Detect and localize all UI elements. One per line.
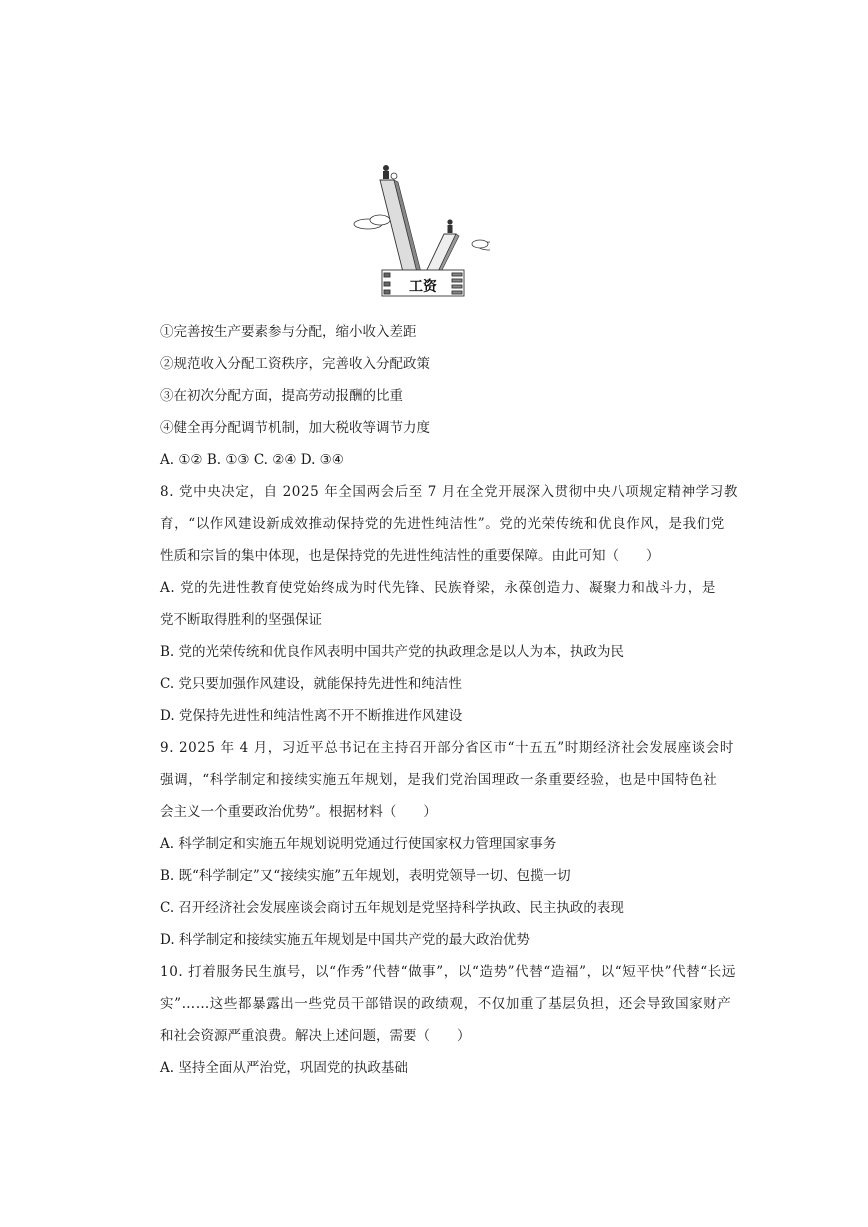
q9-stem-line-2: 强调，“科学制定和接续实施五年规划，是我们党治国理政一条重要经验，也是中国特色社 xyxy=(160,772,718,788)
q8-stem-line-2: 育，“以作风建设新成效推动保持党的先进性纯洁性”。党的光荣传统和优良作风，是我们党 xyxy=(160,516,725,532)
q9-stem-line-3: 会主义一个重要政治优势”。根据材料（ ） xyxy=(160,804,437,820)
q8-stem-line-3: 性质和宗旨的集中体现，也是保持党的先进性纯洁性的重要保障。由此可知（ ） xyxy=(160,548,660,564)
q10-stem-line-2: 实”……这些都暴露出一些党员干部错误的政绩观，不仅加重了基层负担，还会导致国家财产 xyxy=(160,996,732,1012)
option-3: ③在初次分配方面，提高劳动报酬的比重 xyxy=(160,388,403,404)
cloud-icon xyxy=(354,215,490,250)
q10-stem-line-1: 10. 打着服务民生旗号，以“作秀”代替“做事”，以“造势”代替“造福”，以“短平快”代替“长远 xyxy=(160,964,736,980)
q9-option-b: B. 既“科学制定”又“接续实施”五年规划，表明党领导一切、包揽一切 xyxy=(160,868,571,884)
q8-option-d: D. 党保持先进性和纯洁性离不开不断推进作风建设 xyxy=(160,708,463,724)
option-2: ②规范收入分配工资秩序，完善收入分配政策 xyxy=(160,356,430,372)
answer-choices: A. ①② B. ①③ C. ②④ D. ③④ xyxy=(160,452,344,468)
q9-option-a: A. 科学制定和实施五年规划说明党通过行使国家权力管理国家事务 xyxy=(160,836,557,852)
q8-stem-line-1: 8. 党中央决定，自 2025 年全国两会后至 7 月在全党开展深入贯彻中央八项规定精神学习教 xyxy=(160,484,738,500)
person-icon xyxy=(383,165,397,179)
q8-option-b: B. 党的光荣传统和优良作风表明中国共产党的执政理念是以人为本，执政为民 xyxy=(160,644,625,660)
q10-stem-line-3: 和社会资源严重浪费。解决上述问题，需要（ ） xyxy=(160,1028,471,1044)
option-1: ①完善按生产要素参与分配，缩小收入差距 xyxy=(160,324,417,340)
option-4: ④健全再分配调节机制，加大税收等调节力度 xyxy=(160,420,430,436)
q8-option-c: C. 党只要加强作风建设，就能保持先进性和纯洁性 xyxy=(160,676,462,692)
q9-stem-line-1: 9. 2025 年 4 月，习近平总书记在主持召开部分省区市“十五五”时期经济社会发展座谈会时 xyxy=(160,740,734,756)
q8-option-a-line-1: A. 党的先进性教育使党始终成为时代先锋、民族脊梁，永葆创造力、凝聚力和战斗力，是 xyxy=(160,580,716,596)
q8-option-a-line-2: 党不断取得胜利的坚强保证 xyxy=(160,612,322,628)
figure-label: 工资 xyxy=(409,279,437,295)
wage-staircase-illustration xyxy=(340,158,490,308)
person-icon xyxy=(447,219,452,233)
q9-option-d: D. 科学制定和接续实施五年规划是中国共产党的最大政治优势 xyxy=(160,932,530,948)
q9-option-c: C. 召开经济社会发展座谈会商讨五年规划是党坚持科学执政、民主执政的表现 xyxy=(160,900,624,916)
q10-option-a: A. 坚持全面从严治党，巩固党的执政基础 xyxy=(160,1060,408,1076)
